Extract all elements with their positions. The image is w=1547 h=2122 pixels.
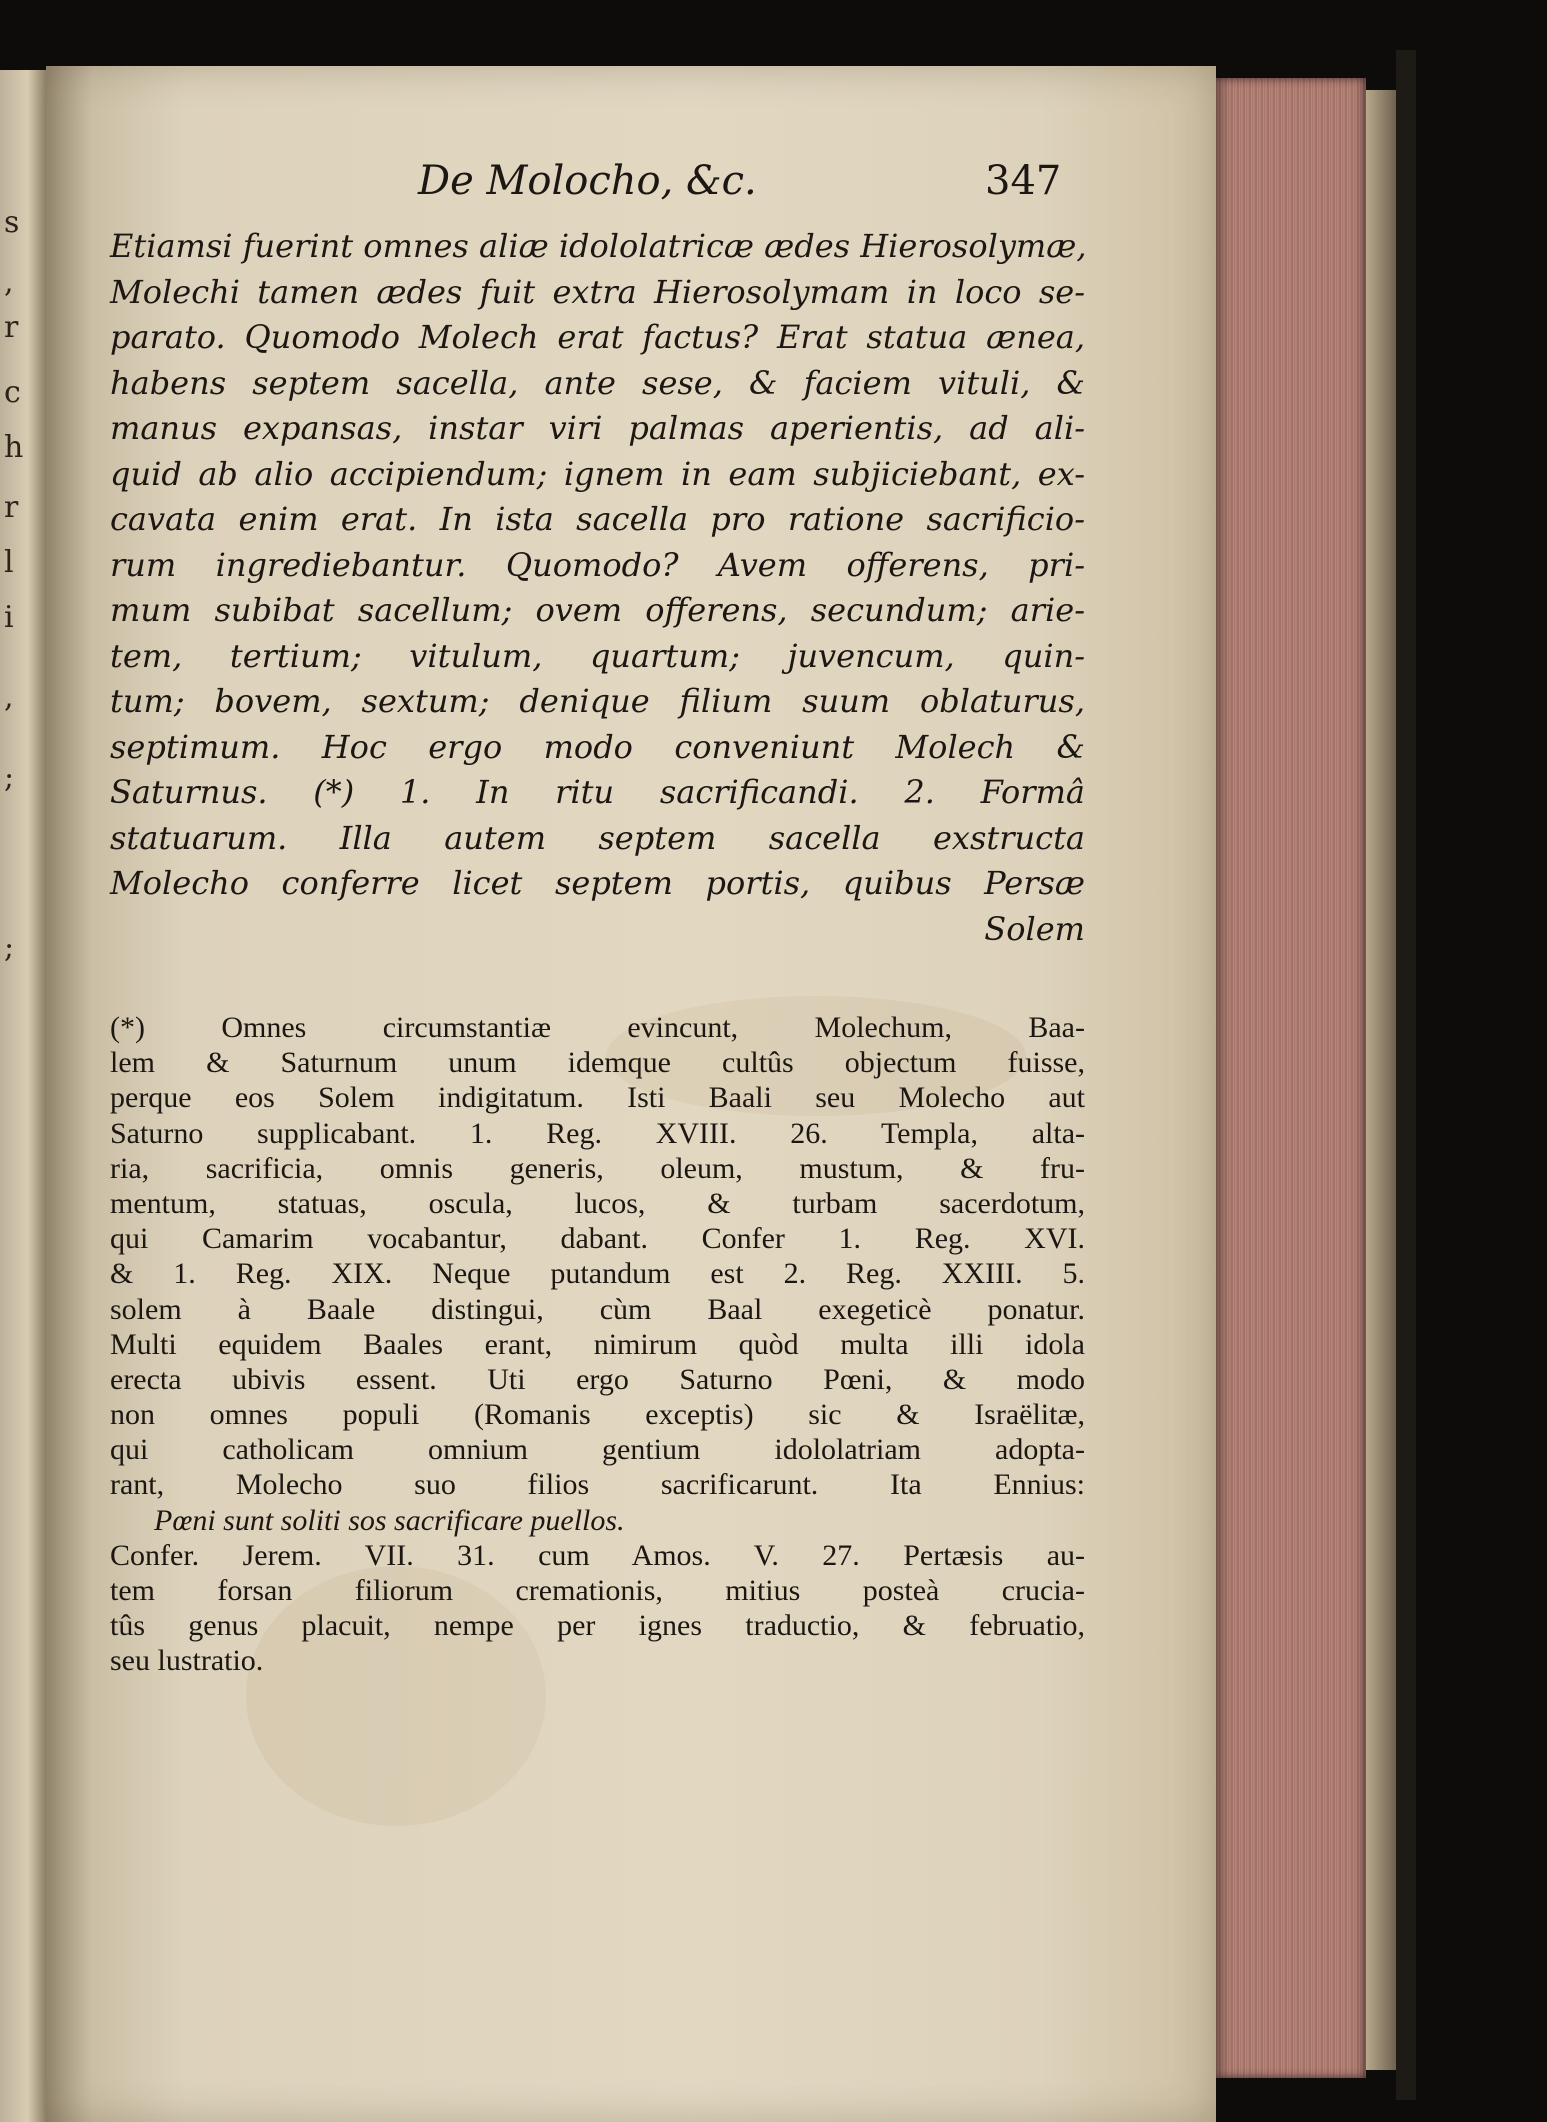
text-line: habens septem sacella, ante sese, & faciem vituli, & xyxy=(110,363,1085,402)
text-line: Etiamsi fuerint omnes aliæ idololatricæ ædes Hierosolymæ, xyxy=(110,227,1087,265)
running-title: De Molocho, &c. xyxy=(418,158,757,204)
text-line: Molecho conferre licet septem portis, quibus Persæ xyxy=(110,864,1085,902)
facing-page-glyph: ; xyxy=(4,930,15,965)
facing-page-glyph: h xyxy=(4,430,24,465)
footnote-line: Saturno supplicabant. 1. Reg. XVIII. 26. Templa, alta- xyxy=(110,1116,1085,1150)
text-line: Saturnus. (*) 1. In ritu sacrificandi. 2. Formâ xyxy=(110,773,1085,811)
facing-page-glyph: r xyxy=(4,310,19,345)
footnote-line: mentum, statuas, oscula, lucos, & turbam sacerdotum, xyxy=(110,1186,1085,1220)
main-text xyxy=(110,224,1085,952)
footnote-quotation: Pœni sunt soliti sos sacrificare puellos. xyxy=(154,1503,625,1537)
footnote-line: Confer. Jerem. VII. 31. cum Amos. V. 27. Pertæsis au- xyxy=(110,1538,1085,1572)
footnote-line: perque eos Solem indigitatum. Isti Baali seu Molecho aut xyxy=(110,1081,1085,1115)
page-block-edges xyxy=(1216,78,1366,2078)
footnote xyxy=(110,1010,1085,1679)
text-line: mum subibat sacellum; ovem offerens, secundum; arie- xyxy=(110,591,1085,629)
running-head xyxy=(110,150,1085,210)
footnote-line: qui Camarim vocabantur, dabant. Confer 1. Reg. XVI. xyxy=(110,1222,1085,1256)
text-line: tem, tertium; vitulum, quartum; juvencum, quin- xyxy=(110,636,1085,675)
footnote-line: seu lustratio. xyxy=(110,1644,264,1678)
footnote-line: Multi equidem Baales erant, nimirum quòd multa illi idola xyxy=(110,1327,1085,1361)
footnote-line: rant, Molecho suo filios sacrificarunt. Ita Ennius: xyxy=(110,1468,1085,1502)
text-line: manus expansas, instar viri palmas aperientis, ad ali- xyxy=(110,409,1085,447)
facing-page-glyph: ; xyxy=(4,760,15,795)
footnote-line: tûs genus placuit, nempe per ignes traductio, & februatio, xyxy=(110,1609,1085,1643)
facing-page-glyph: i xyxy=(4,600,14,635)
facing-page-edge xyxy=(0,70,46,2122)
footnote-line: ria, sacrificia, omnis generis, oleum, mustum, & fru- xyxy=(110,1151,1085,1185)
footnote-line: & 1. Reg. XIX. Neque putandum est 2. Reg. XXIII. 5. xyxy=(110,1257,1085,1291)
footnote-line: tem forsan filiorum cremationis, mitius posteà crucia- xyxy=(110,1574,1085,1607)
footnote-line: qui catholicam omnium gentium idololatriam adopta- xyxy=(110,1433,1085,1467)
page-number: 347 xyxy=(985,158,1062,204)
footnote-line: erecta ubivis essent. Uti ergo Saturno Pœni, & modo xyxy=(110,1362,1085,1396)
text-line: quid ab alio accipiendum; ignem in eam subjiciebant, ex- xyxy=(110,454,1085,493)
text-line: septimum. Hoc ergo modo conveniunt Molech & xyxy=(110,727,1085,766)
text-line: parato. Quomodo Molech erat factus? Erat statua ænea, xyxy=(110,318,1085,356)
text-line: Molechi tamen ædes fuit extra Hierosolymam in loco se- xyxy=(110,272,1085,311)
footnote-line: solem à Baale distingui, cùm Baal exegeticè ponatur. xyxy=(110,1292,1085,1326)
facing-page-glyph: r xyxy=(4,490,19,525)
facing-page-glyph: s xyxy=(4,205,20,240)
text-line: statuarum. Illa autem septem sacella exstructa xyxy=(110,818,1085,857)
catchword: Solem xyxy=(984,909,1085,948)
footnote-line: lem & Saturnum unum idemque cultûs objectum fuisse, xyxy=(110,1046,1085,1080)
text-line: rum ingrediebantur. Quomodo? Avem offerens, pri- xyxy=(110,545,1085,584)
facing-page-glyph: l xyxy=(4,545,14,580)
back-flyleaf xyxy=(1366,90,1396,2070)
facing-page-glyph: c xyxy=(4,375,21,410)
page-text-block xyxy=(110,150,1085,1679)
facing-page-glyph: , xyxy=(4,680,14,715)
footnote-line: non omnes populi (Romanis exceptis) sic & Israëlitæ, xyxy=(110,1398,1085,1432)
text-line: tum; bovem, sextum; denique filium suum oblaturus, xyxy=(110,682,1085,720)
facing-page-glyph: , xyxy=(4,265,14,300)
text-line: cavata enim erat. In ista sacella pro ratione sacrificio- xyxy=(110,500,1085,538)
footnote-line: (*) Omnes circumstantiæ evincunt, Molechum, Baa- xyxy=(110,1011,1085,1044)
back-cover-edge xyxy=(1396,50,1416,2100)
